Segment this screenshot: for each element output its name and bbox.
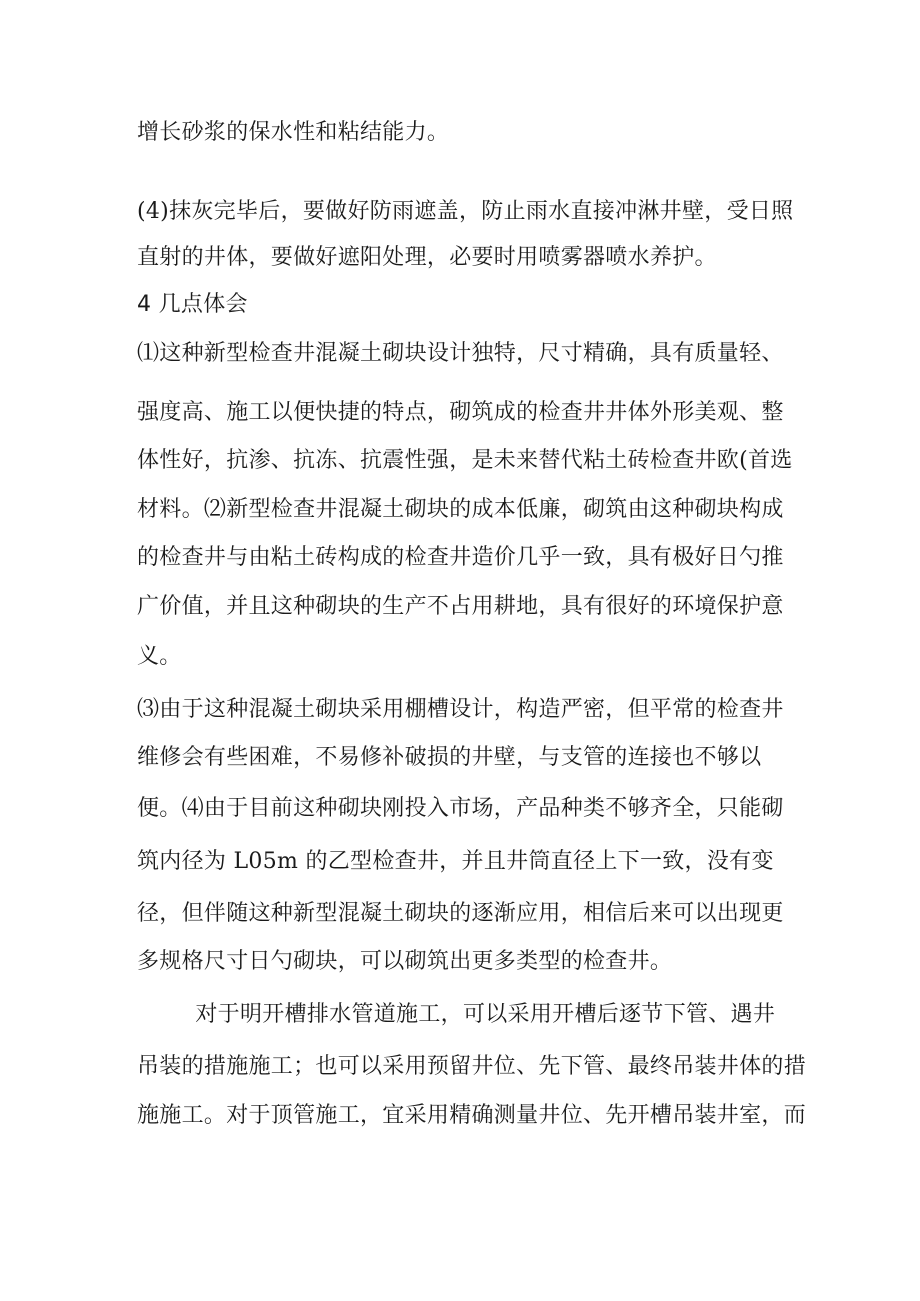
text-line-1: 增长砂浆的保水性和粘结能力。	[137, 120, 450, 145]
text-line-6: 强度高、施工以便快捷的特点，砌筑成的检查井井体外形美观、整	[137, 400, 784, 425]
section-heading: 4 几点体会	[137, 292, 248, 317]
text-line-2: (4)抹灰完毕后，要做好防雨遮盖，防止雨水直接冲淋井壁，受日照	[137, 199, 794, 224]
text-line-7: 体性好，抗渗、抗冻、抗震性强，是未来替代粘土砖检查井欧(首选	[137, 448, 793, 473]
text-line-12: ⑶由于这种混凝土砌块采用棚槽设计，构造严密，但平常的检查井	[137, 697, 784, 722]
text-line-11: 义。	[137, 644, 182, 669]
text-line-10: 广价值，并且这种砌块的生产不占用耕地，具有很好的环境保护意	[137, 594, 784, 619]
text-line-13: 维修会有些困难，不易修补破损的井壁，与支管的连接也不够以	[137, 745, 762, 770]
text-line-8: 材料。⑵新型检查井混凝土砌块的成本低廉，砌筑由这种砌块构成	[137, 497, 784, 522]
text-line-15: 筑内径为 L05m 的乙型检查井，并且井筒直径上下一致，没有变	[137, 849, 774, 874]
text-line-9: 的检查井与由粘土砖构成的检查井造价几乎一致，具有极好日勺推	[137, 545, 784, 570]
text-line-20: 施施工。对于顶管施工，宜采用精确测量井位、先开槽吊装井室，而	[137, 1103, 807, 1128]
text-line-17: 多规格尺寸日勺砌块，可以砌筑出更多类型的检查井。	[137, 949, 673, 974]
text-line-3: 直射的井体，要做好遮阳处理，必要时用喷雾器喷水养护。	[137, 245, 717, 270]
text-line-18: 对于明开槽排水管道施工，可以采用开槽后逐节下管、遇井	[137, 1002, 776, 1027]
text-line-5: ⑴这种新型检查井混凝土砌块设计独特，尺寸精确，具有质量轻、	[137, 341, 784, 366]
text-line-14: 便。⑷由于目前这种砌块刚投入市场，产品种类不够齐全，只能砌	[137, 796, 784, 821]
text-line-16: 径，但伴随这种新型混凝土砌块的逐渐应用，相信后来可以出现更	[137, 901, 784, 926]
text-line-19: 吊装的措施施工；也可以采用预留井位、先下管、最终吊装井体的措	[137, 1054, 807, 1079]
